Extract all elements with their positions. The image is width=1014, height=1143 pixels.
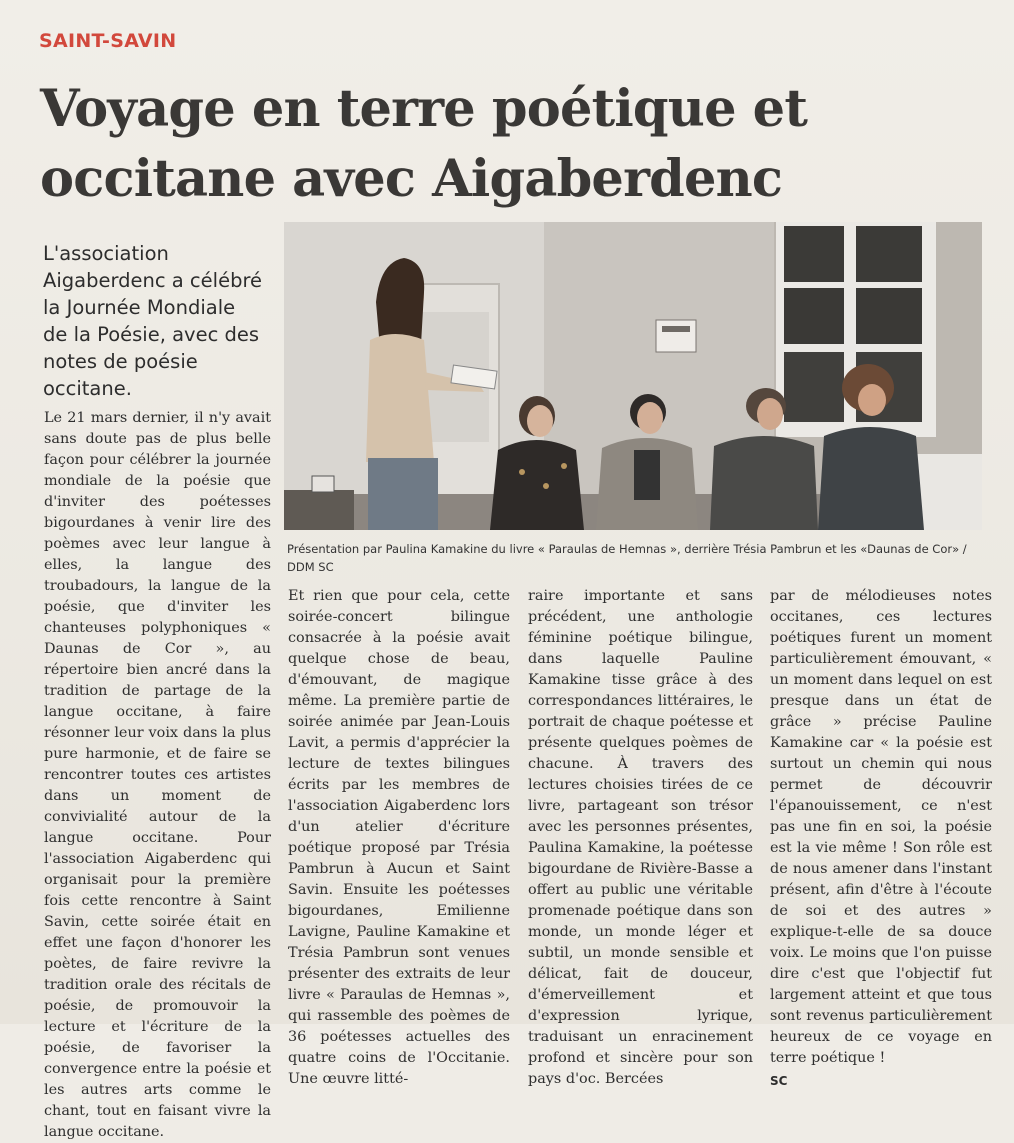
article-column-3 [528, 586, 753, 1090]
author-signature: SC [770, 1074, 788, 1088]
photo-caption: Présentation par Paulina Kamakine du livre « Paraulas de Hemnas », derrière Trésia Pambrun et les «Daunas de Cor» / DDM SC [287, 542, 967, 574]
article-photo [284, 222, 982, 530]
photo-illustration [284, 222, 982, 530]
article-headline: Voyage en terre poétique et occitane avec Aigaberdenc [40, 79, 808, 209]
article-column-2 [288, 586, 510, 1090]
column-3-text: raire importante et sans précédent, une anthologie féminine poétique bilingue, dans laquelle Pauline Kamakine tisse grâce à des correspondances littéraires, le portrait de chaque poétesse et présente quelques poèmes de chacune. À travers des lectures choisies tirées de ce livre, partageant son trésor avec les personnes présentes, Paulina Kamakine, la poétesse bigourdane de Rivière-Basse a offert au public une véritable promenade poétique dans son monde, un monde léger et subtil, un monde sensible et délicat, fait de douceur, d'émerveillement et d'expression lyrique, traduisant un enracinement profond et sincère pour son pays d'oc. Bercées [528, 588, 753, 1087]
article-column-1 [44, 408, 271, 1143]
column-2-text: Et rien que pour cela, cette soirée-concert bilingue consacrée à la poésie avait quelque chose de beau, d'émouvant, de magique même. La première partie de soirée animée par Jean-Louis Lavit, a permis d'apprécier la lecture de textes bilingues écrits par les membres de l'association Aigaberdenc lors d'un atelier d'écriture poétique proposé par Trésia Pambrun à Aucun et Saint Savin. Ensuite les poétesses bigourdanes, Emilienne Lavigne, Pauline Kamakine et Trésia Pambrun sont venues présenter des extraits de leur livre « Paraulas de Hemnas », qui rassemble des poèmes de 36 poétesses actuelles des quatre coins de l'Occitanie. Une œuvre litté- [288, 588, 510, 1087]
section-label: SAINT-SAVIN [39, 30, 177, 52]
article-column-4 [770, 586, 992, 1092]
column-4-text: par de mélodieuses notes occitanes, ces lectures poétiques furent un moment particulièrement émouvant, « un moment dans lequel on est presque dans un état de grâce » précise Pauline Kamakine car « la poésie est surtout un chemin qui nous permet de découvrir l'épanouissement, ce n'est pas une fin en soi, la poésie est la vie même ! Son rôle est de nous amener dans l'instant présent, afin d'être à l'écoute de soi et des autres » explique-t-elle de sa douce voix. Le moins que l'on puisse dire c'est que l'objectif fut largement atteint et que tous sont revenus particulièrement heureux de ce voyage en terre poétique ! [770, 588, 992, 1066]
article-lead: L'association Aigaberdenc a célébré la Journée Mondiale de la Poésie, avec des notes de poésie occitane. [43, 242, 263, 400]
column-1-text: Le 21 mars dernier, il n'y avait sans doute pas de plus belle façon pour célébrer la journée mondiale de la poésie que d'inviter des poétesses bigourdanes à venir lire des poèmes avec leur langue à elles, la langue des troubadours, la langue de la poésie, que d'inviter les chanteuses polyphoniques « Daunas de Cor », au répertoire bien ancré dans la tradition de partage de la langue occitane, à faire résonner leur voix dans la plus pure harmonie, et de faire se rencontrer toutes ces artistes dans un moment de convivialité autour de la langue occitane. Pour l'association Aigaberdenc qui organisait pour la première fois cette rencontre à Saint Savin, cette soirée était en effet une façon d'honorer les poètes, de faire revivre la tradition orale des récitals de poésie, de promouvoir la lecture et l'écriture de la poésie, de favoriser la convergence entre la poésie et les autres arts comme le chant, tout en faisant vivre la langue occitane. [44, 410, 271, 1140]
